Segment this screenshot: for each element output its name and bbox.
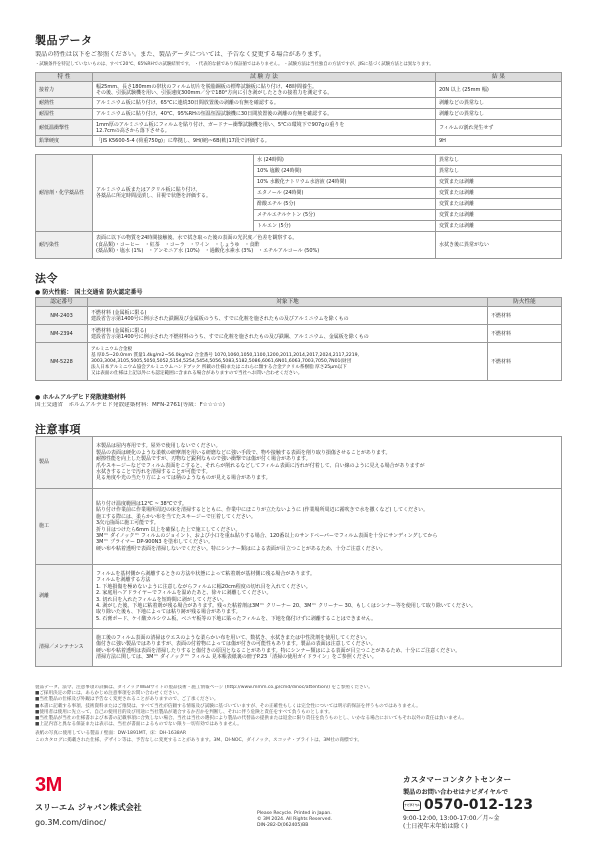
- table-row: [36, 565, 562, 629]
- table-row: [36, 120, 562, 136]
- fire-performance: 不燃材料: [488, 307, 562, 325]
- fire-performance-title: ● 防火性能： 国土交通省 防火認定番号: [35, 289, 143, 296]
- formaldehyde-title: ● ホルムアルデヒド発散建築材料: [35, 394, 126, 401]
- agent-cell: 水 (24時間): [254, 155, 436, 166]
- chemical-resistance-table: [35, 154, 562, 259]
- company-name: スリーエム ジャパン株式会社: [35, 803, 142, 812]
- result-cell: 異常なし: [436, 166, 562, 177]
- result-cell: 剥離などの異常なし: [436, 98, 562, 109]
- caution-text: 施工後のフィルム表面の清掃はウエスのような柔らかい布を用いて、数拭き、水拭きまたは中性洗剤を使用してください。 傷付きに強い製品ではありますが、表面の付着物によっては傷が付きの可能性もあります。製品の表面は注意してください。 硬い布や粘着透明は表面を清掃したりすると傷付きの原因となることがあります。特にシンナー類はによる表面が目立つことがあるため、十分にご注意ください。 清掃方法に関しては、3M™ ダイノック™ フィルム 見本帳表紙裏の冊子P.23「清掃の使用ガイドライン」をご参照ください。: [93, 629, 562, 667]
- fire-performance: 不燃材料: [488, 343, 562, 381]
- fire-certification-table: [35, 297, 562, 381]
- property-cell: 鉛筆硬度: [36, 136, 93, 147]
- recycle-notice: Please Recycle. Printed in Japan. © 3M 2024. All Rights Reserved. DIN-282-D(062405)BB: [257, 811, 332, 828]
- result-cell: 水拭き後に異常がない: [436, 232, 562, 259]
- footnote-line: 製品データ、法令、注意事項の詳細は、ダイノックWEBサイトの製品技術・施工情報ページ (http://www.mmm.co.jp/cmd/dinoc/attention/) をご参照ください。: [35, 685, 373, 690]
- table-row: [36, 343, 562, 381]
- agent-cell: 酢酸エチル (5分): [254, 199, 436, 210]
- website-url[interactable]: go.3M.com/dinoc/: [35, 818, 107, 827]
- property-cell: 耐熱性: [36, 98, 93, 109]
- table-row: [36, 489, 562, 565]
- table-row: [36, 629, 562, 667]
- result-cell: 変質または剥離: [436, 188, 562, 199]
- agent-cell: 10% 塩酸 (24時間): [254, 166, 436, 177]
- table-row: [36, 307, 562, 325]
- target-substrate: アルミニウム合金板 基 厚0.5~20.0mm 質量1.4kg/m2~56.0kg/m2 合金番号 1070,1060,1050,1100,1200,2011,2014,2017,2024,2117,2219, 3003,3004,3105,5005,5050,5052,5154,5254,5454,5056,5083,5182,5086,6061,6N01,6063,7003,7050,7N01(財団 法人日本アルミニウム協会アルミニウムハンドブック 所載の仕様)またはこれらに類する合金アクリル系樹脂 厚さ25μm以下 又は表面の仕様は上記以外にも認定範囲に含まれる場合がありますので当社へお問い合わせください。: [88, 343, 488, 381]
- section-heading-law: 法令: [35, 272, 58, 285]
- caution-text: フィルムを基材側から剥離するときの方法や状態によって粘着剤が基材側に残る場合があります。 フィルムを剥離する方法 1. 下地損傷を極めないように注意しながらフィルムに幅20cm程度の切れ目を入れてください。 2. 家庭用ヘアドライヤーでフィルムを温めたあと、徐々に剥離してください。 3. 切れ目を入れたフィルムを短時間に剥がしてください。 4. 剥がした後、下地に粘着剤が残る場合があります。残った粘着剤は3M™ クリーナー 20、3M™ クリーナー 30、もしくはシンナー等を使用して取り除いてください。 取り除いた後も、下地によっては粘り跡が残る場合があります。 5. 石膏ボード、ケイ酸カルシウム板、ベニヤ板等の下地に貼ったフィルムを、下地を傷付けずに剥離することはできません。: [93, 565, 562, 629]
- table-row: [36, 109, 562, 120]
- result-cell: 剥離などの異常なし: [436, 109, 562, 120]
- contact-center-subtitle: 製品のお問い合わせはナビダイヤルで: [403, 789, 509, 796]
- target-substrate: 不燃材料 (金属板に限る) 建設省告示第1400号に例示された不燃材料のうち、すでに化粧を施されたもの及び鉄鋼、アルミニウム、金属板を除くもの: [88, 325, 488, 343]
- footnote-line: 表紙の写真に使用している製品 / 壁面：DW-1891MT、床：DH-1638AR: [35, 731, 187, 737]
- table-row: [36, 325, 562, 343]
- result-cell: 異常なし: [436, 155, 562, 166]
- table-row: [36, 98, 562, 109]
- certification-number: NM-5228: [36, 343, 88, 381]
- column-header: 防火性能: [488, 298, 562, 307]
- property-cell: 接着力: [36, 82, 93, 98]
- result-cell: 変質または剥離: [436, 177, 562, 188]
- agent-cell: 10% 水酸化ナトリウム水溶液 (24時間): [254, 177, 436, 188]
- product-data-intro: 製品の特性は以下をご参照ください。また、製品データについては、予告なく変更する場合があります。: [35, 51, 326, 58]
- caution-text: 貼り付け温度範囲は12℃ ~ 38℃です。 貼り付け作業前に作業場所周辺の床を清掃するとともに、作業中にほこりが立たないように (作業場所周辺に霧吹きで水を撒くなど) してください。 施工する際には、柔らかい布を当てたスキージーで圧着してください。 3次元曲面に施工可能です。 折り目はつけたら6mm 以上を確保した上で施工してください。 3M™ ダイノック™ フィルムのジョイント、および小口を重ね貼りする場合、120番以上のサンドペーパーでフィルム表面を十分にサンディングしてから 3M™ プライマー DP-900N3 を塗布してください。 硬い布や粘着透明で表面を清掃しないでください。特にシンナー類はによる表面が目立つことがあるため、十分ご注意ください。: [93, 489, 562, 565]
- footnote-line: このカタログに掲載された仕様、デザイン等は、予告なしに変更することがあります。3M、DI-NOC、ダイノック、スコッチ・ブライトは、3M社の商標です。: [35, 737, 363, 743]
- certification-number: NM-2403: [36, 307, 88, 325]
- table-row: [36, 82, 562, 98]
- agent-cell: エタノール (24時間): [254, 188, 436, 199]
- navi-dial-icon: ナビダイヤル: [403, 800, 421, 811]
- caution-label: 施工: [36, 489, 93, 565]
- column-header: 対象下地: [88, 298, 488, 307]
- caution-label: 製品: [36, 437, 93, 489]
- fire-performance: 不燃材料: [488, 325, 562, 343]
- certification-number: NM-2394: [36, 325, 88, 343]
- result-cell: 変質または剥離: [436, 221, 562, 232]
- contact-center-title: カスタマーコンタクトセンター: [403, 775, 512, 784]
- table-row: [36, 136, 562, 147]
- phone-number[interactable]: 0570-012-123: [424, 797, 534, 813]
- table-row: [36, 437, 562, 489]
- target-substrate: 不燃材料 (金属板に限る) 建設省告示第1400号に例示された鉄鋼及び金属板のうち、すでに化粧を施されたもの及びアルミニウムを除くもの: [88, 307, 488, 325]
- property-cell: 耐低温衝撃性: [36, 120, 93, 136]
- column-header: 試 験 方 法: [93, 73, 436, 82]
- method-cell: 幅25mm、長さ180mmの帯状のフィルム切片を脱脂鋼板の標準試験板に貼り付け、48時間養生。 その後、引張試験機を用い、引張速度300mm／分で180°方向に引き剥がしたときの接着力を測定する。: [93, 82, 436, 98]
- footnotes: [35, 685, 565, 744]
- caution-text: 本製品は屋内専用です。屋外で使用しないでください。 製品の表面は硬化のような柔軟の研摩剤を用いる研磨などに強い手段で、物や接触する表面を削り取り損傷させることがあります。 耐擦性能を向上した製品ですが、刃物など鋭利なもので強い衝撃では傷が付く場合があります。 爪やスキージーなどでフィルム表面をこすると、それらが削れるなどしてフィルム表面に汚れが付着して、白い線のように見える場合がありますが 水拭きすることで汚れを清掃することが可能です。 見る角度や光の当たり方によっては柄のようなものが見える場合があります。: [93, 437, 562, 489]
- property-cell: 耐溶剤・化学薬品性: [36, 155, 93, 232]
- product-data-note: ・試験条件を特記していないものは、すべて20℃、65%RHでの試験結果です。 ・代表的な値であり保証値ではありません。 ・試験方法は当社独自の方法ですが、JISに基づく試験方法とは異なります。: [35, 62, 434, 67]
- method-cell: 1mm厚のアルミニウム板にフィルムを貼り付け、ガードナー衝撃試験機を用い、5℃の環境下で907gの重りを 12.7cmの高さから落下させる。: [93, 120, 436, 136]
- footnote-line: ■使用者は使用に先立って、自己の使用目的及び用途に当社製品が適合するか否かを判断し、それに伴う危険と責任をすべて負うものとします。: [35, 709, 333, 715]
- formaldehyde-text: 国土交通省 ホルムアルデヒド発散建築材料：MFN-2761(等級：F☆☆☆☆): [35, 402, 225, 408]
- property-cell: 耐湿性: [36, 109, 93, 120]
- column-header: 結 果: [436, 73, 562, 82]
- column-header: 認定番号: [36, 298, 88, 307]
- agent-cell: メチルエチルケトン (5分): [254, 210, 436, 221]
- footnote-line: ■上記内容と異なる保証または表示は、当社が書面によるものでない限り一切有効ではありません。: [35, 722, 242, 728]
- footnote-line: ■本書に記載する事項、技術資料またはご推奨は、すべて当社が信頼する情報及び試験に基づいていますが、その正確性もしくは完全性については明示的保証を伴うものではありません。: [35, 703, 421, 709]
- method-cell: 表面に以下の物質を24時間接触後、水で拭き取った後の表面の光沢度／色差を観察する。 (食品類)・コーヒー ・紅茶 ・コーラ ・ワイン ・しょうゆ ・食酢 (薬品類)・塩水 (1%) ・アンモニア水 (10%) ・過酸化水素水 (3%) ・エチルアルコール (50%): [93, 232, 436, 259]
- column-header: 特 性: [36, 73, 93, 82]
- result-cell: 変質または剥離: [436, 199, 562, 210]
- section-heading-product-data: 製品データ: [35, 34, 93, 47]
- method-cell: アルミニウム板に貼り付け、40℃、95%RHの恒温恒湿試験機に30日間放置後の剥離の有無を確認する。: [93, 109, 436, 120]
- property-cell: 耐汚染性: [36, 232, 93, 259]
- product-data-table: [35, 72, 562, 147]
- result-cell: 9H: [436, 136, 562, 147]
- business-hours: 9:00-12:00, 13:00-17:00／月~金 (土日祝年末年始は除く): [403, 815, 500, 830]
- result-cell: 20N 以上 (25mm 幅): [436, 82, 562, 98]
- customer-contact-center: [403, 774, 563, 831]
- result-cell: フィルムの割れ発生せず: [436, 120, 562, 136]
- footnote-line: ■当社製品の仕様及び外観は予告なく変更されることがありますので、ご了承ください。: [35, 697, 219, 703]
- footnote-line: ■ご採用決定の際には、あらかじめ注意事項をお問い合わせください。: [35, 691, 182, 697]
- section-heading-cautions: 注意事項: [35, 423, 81, 436]
- caution-label: 剥離: [36, 565, 93, 629]
- table-row: [36, 232, 562, 259]
- 3m-logo: 3M: [35, 774, 62, 796]
- table-row: [36, 155, 562, 166]
- phone-number-row: [403, 797, 563, 813]
- cautions-table: [35, 436, 562, 667]
- method-cell: 「JIS K5600-5-4 (荷重750g)」に準拠し、9H(硬)~6B(軟)17段で評価する。: [93, 136, 436, 147]
- agent-cell: トルエン (5分): [254, 221, 436, 232]
- method-cell: アルミニウム板に貼り付け、65℃に連続30日間放置後の剥離の有無を確認する。: [93, 98, 436, 109]
- method-cell: アルミニウム板またはアクリル板に貼り付け、 各薬品に所定時間浸漬し、目視で状態を評価する。: [93, 155, 254, 232]
- caution-label: 清掃／メンテナンス: [36, 629, 93, 667]
- footnote-line: ■当社製品が当社の仕様書および本書の記載事項に合致しない場合、当社は当社の選択により製品の代替品の提供または返金に限り責任を負うものとし、いかなる場合においてもそれ以外の責任は負いません。: [35, 716, 467, 722]
- result-cell: 変質または剥離: [436, 210, 562, 221]
